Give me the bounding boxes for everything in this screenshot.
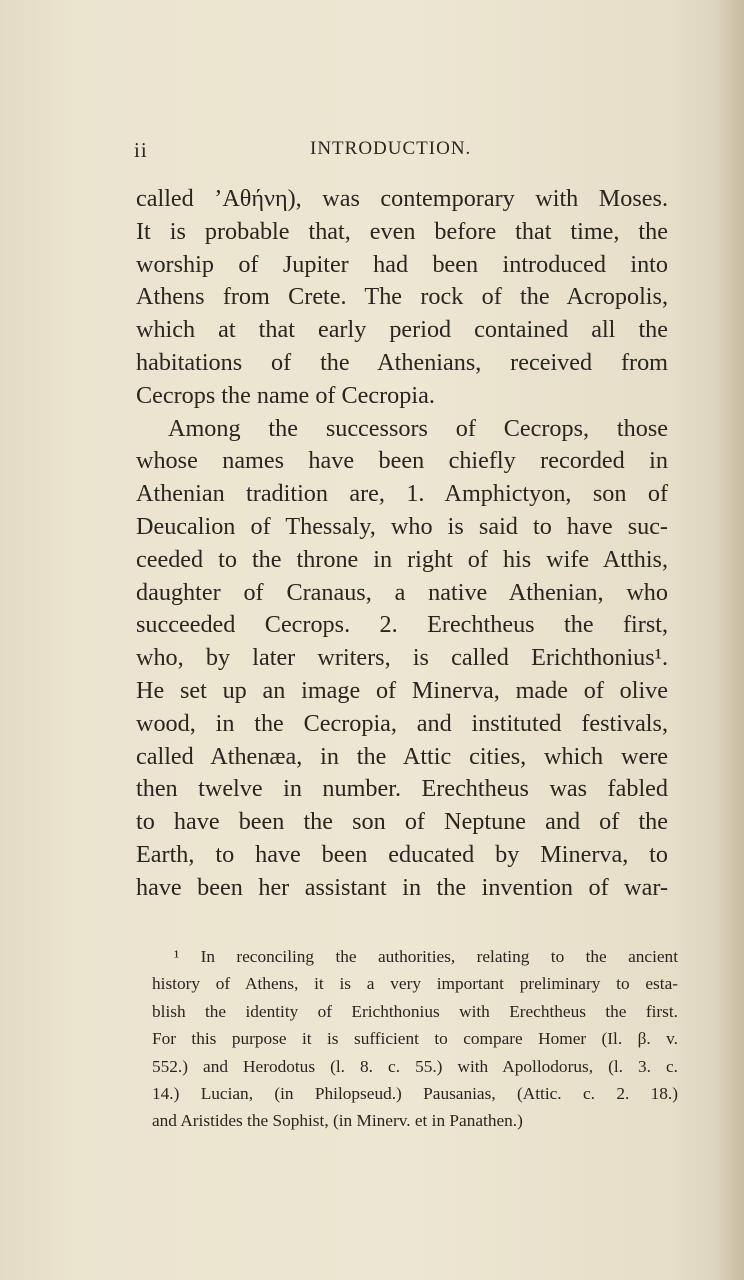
text-line: whose names have been chiefly recorded in (136, 447, 668, 475)
page-number: ii (134, 138, 148, 162)
text-line: worship of Jupiter had been introduced into (136, 250, 668, 278)
text-line: then twelve in number. Erechtheus was fabled (136, 775, 668, 803)
text-line: Deucalion of Thessaly, who is said to have suc- (136, 512, 668, 540)
text-line: to have been the son of Neptune and of the (136, 808, 668, 836)
text-line: called ’Αθήνη), was contemporary with Moses. (136, 185, 668, 212)
footnote (152, 943, 678, 1135)
text-line: called Athenæa, in the Attic cities, which were (136, 742, 668, 770)
text-line: ceeded to the throne in right of his wife Atthis, (136, 545, 668, 573)
footnote-line: history of Athens, it is a very important preliminary to esta- (152, 974, 678, 994)
page-edge-shadow (714, 0, 744, 1280)
text-line: succeeded Cecrops. 2. Erechtheus the first, (136, 611, 668, 639)
main-text (136, 183, 668, 905)
text-line: have been her assistant in the invention of war- (136, 873, 668, 901)
footnote-line: and Aristides the Sophist, (in Minerv. et in Panathen.) (152, 1111, 523, 1131)
footnote-line: blish the identity of Erichthonius with Erechtheus the first. (152, 1001, 678, 1021)
text-line: daughter of Cranaus, a native Athenian, who (136, 578, 668, 606)
text-line: which at that early period contained all the (136, 316, 668, 344)
text-line: Athenian tradition are, 1. Amphictyon, son of (136, 480, 668, 508)
footnote-line: 14.) Lucian, (in Philopseud.) Pausanias, (Attic. c. 2. 18.) (152, 1084, 678, 1104)
page-header (134, 132, 674, 166)
text-line: who, by later writers, is called Erichthonius¹. (136, 644, 668, 672)
paragraph-start-line: Among the successors of Cecrops, those (168, 414, 668, 442)
text-line: Earth, to have been educated by Minerva, to (136, 840, 668, 868)
footnote-line: ¹ In reconciling the authorities, relating to the ancient (174, 947, 678, 966)
running-head: INTRODUCTION. (310, 138, 472, 159)
text-line: wood, in the Cecropia, and instituted festivals, (136, 709, 668, 737)
text-line: Cecrops the name of Cecropia. (136, 381, 435, 409)
footnote-line: For this purpose it is sufficient to compare Homer (Il. β. v. (152, 1029, 678, 1049)
text-line: It is probable that, even before that time, the (136, 217, 668, 245)
text-line: habitations of the Athenians, received from (136, 348, 668, 376)
text-line: He set up an image of Minerva, made of olive (136, 676, 668, 704)
text-line: Athens from Crete. The rock of the Acropolis, (136, 283, 668, 311)
footnote-line: 552.) and Herodotus (l. 8. c. 55.) with Apollodorus, (l. 3. c. (152, 1056, 678, 1076)
